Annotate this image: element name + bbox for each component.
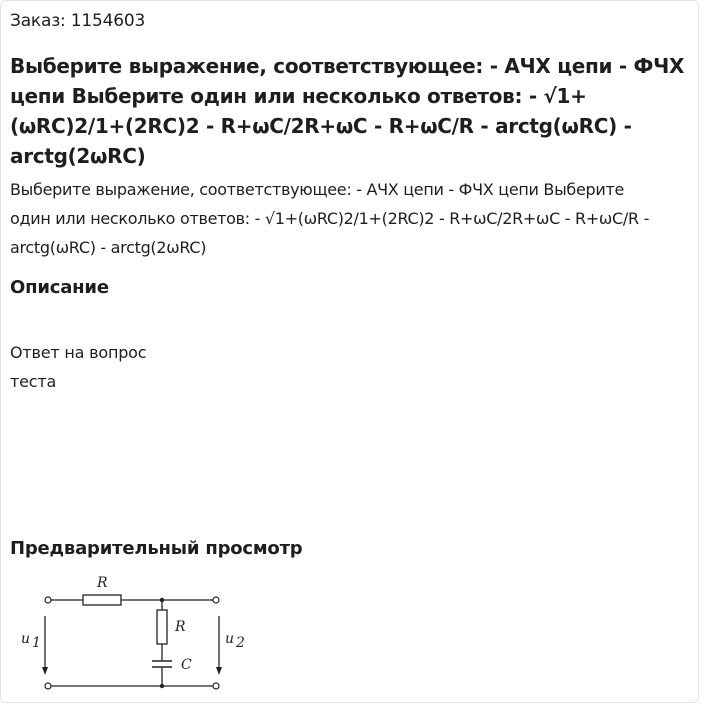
output-arrow-head <box>216 667 222 675</box>
description-text: Ответ на вопрос теста <box>10 343 147 391</box>
junction-bottom <box>160 684 164 688</box>
shunt-resistor-label: R <box>175 619 186 635</box>
output-terminal-top <box>213 597 219 603</box>
series-resistor-label: R <box>97 575 108 591</box>
order-number: Заказ: 1154603 <box>10 11 146 31</box>
input-voltage-label: u <box>21 631 31 647</box>
input-arrow-head <box>42 667 48 675</box>
capacitor-label: C <box>181 657 192 673</box>
circuit-preview-image[interactable] <box>11 571 261 696</box>
question-body: Выберите выражение, соответствующее: - АЧХ цепи - ФЧХ цепи Выберите один или несколько ответов: - √1+(ωRC)2/1+(2RC)2 - R+ωC/2R+ωC - R+ωC/R - arctg(ωRC) - arctg(2ωRC) <box>10 180 650 257</box>
shunt-resistor <box>157 610 167 644</box>
output-voltage-label: u <box>225 631 235 647</box>
junction-top <box>160 598 164 602</box>
output-voltage-subscript: 2 <box>236 635 245 651</box>
description-heading: Описание <box>10 277 109 298</box>
output-terminal-bottom <box>213 683 219 689</box>
question-title: Выберите выражение, соответствующее: - АЧХ цепи - ФЧХ цепи Выберите один или несколько ответов: - √1+(ωRC)2/1+(2RC)2 - R+ωC/2R+ωC - R+ωC/R - arctg(ωRC) - arctg(2ωRC) <box>10 54 685 168</box>
input-terminal-top <box>45 597 51 603</box>
series-resistor <box>83 595 121 605</box>
input-voltage-subscript: 1 <box>32 635 41 651</box>
preview-heading: Предварительный просмотр <box>10 538 303 559</box>
input-terminal-bottom <box>45 683 51 689</box>
